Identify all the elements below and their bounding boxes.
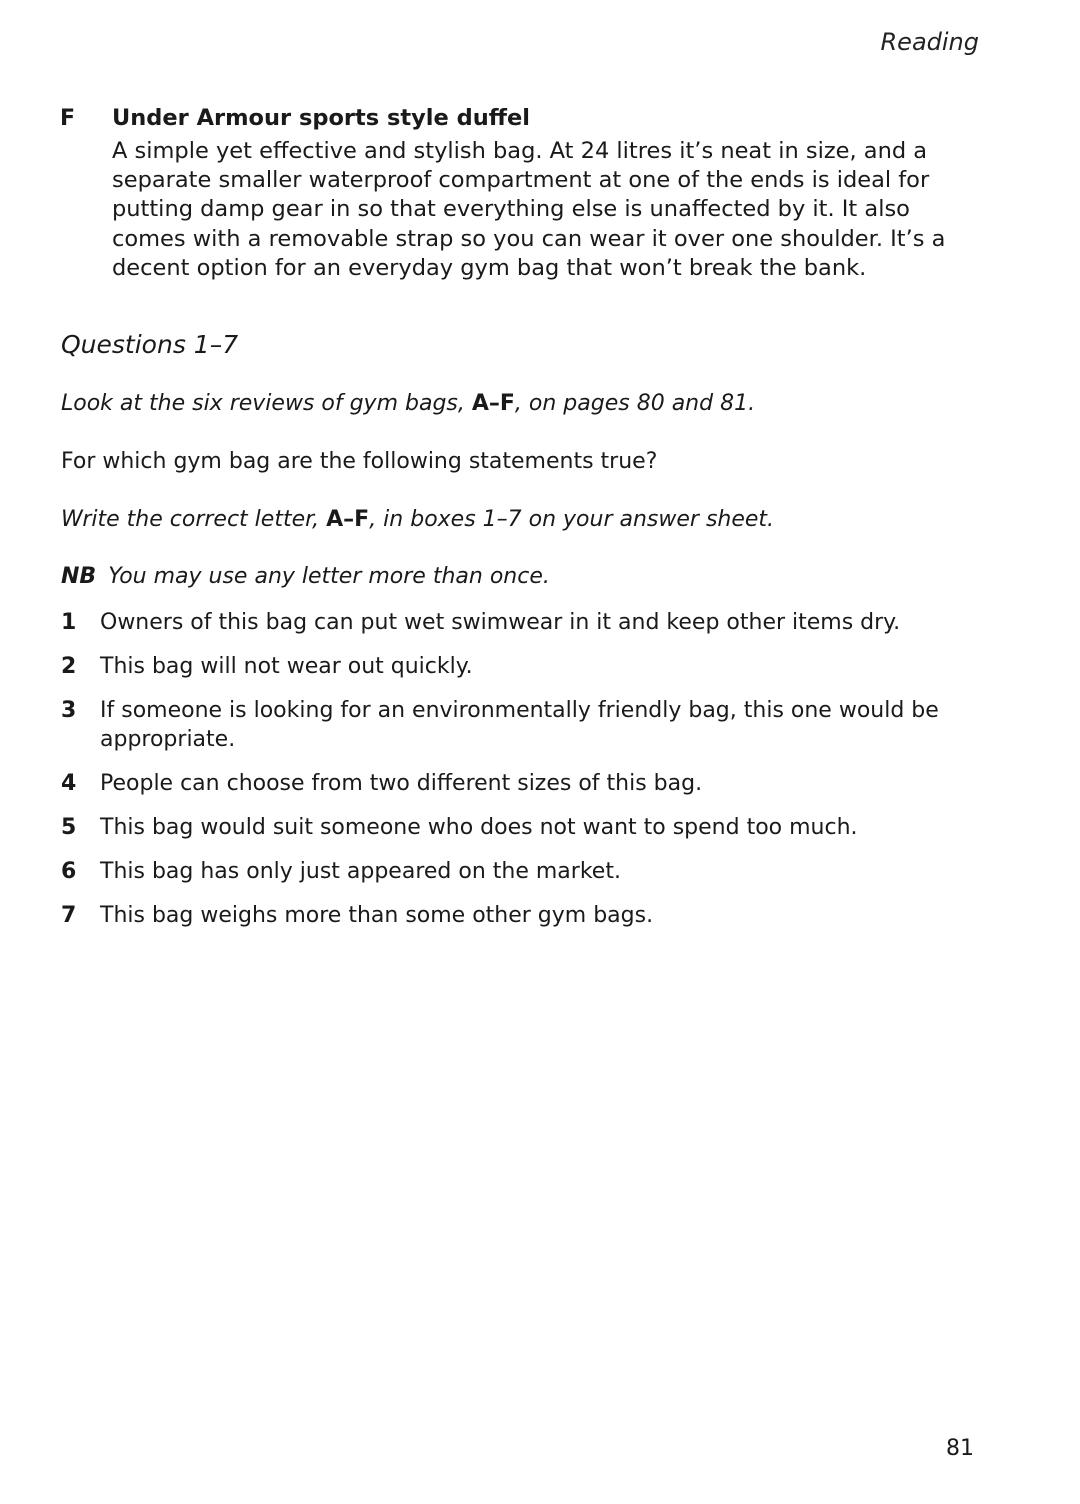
question-number: 6: [61, 859, 77, 884]
question-number: 7: [61, 903, 77, 928]
page-number: 81: [946, 1436, 974, 1461]
question-text: This bag would suit someone who does not want to spend too much.: [100, 815, 858, 840]
question-item: [61, 652, 961, 681]
question-list: [61, 608, 961, 945]
question-item: [61, 813, 961, 842]
question-text: People can choose from two different sizes of this bag.: [100, 771, 703, 796]
question-text: This bag has only just appeared on the market.: [100, 859, 621, 884]
question-number: 1: [61, 610, 77, 635]
question-item: [61, 769, 961, 798]
nb-note: [61, 564, 550, 589]
question-item: [61, 608, 961, 637]
question-item: [61, 696, 961, 754]
question-number: 2: [61, 654, 77, 679]
question-text: This bag will not wear out quickly.: [100, 654, 473, 679]
question-item: [61, 857, 961, 886]
question-item: [61, 901, 961, 930]
question-text: This bag weighs more than some other gym bags.: [100, 903, 654, 928]
review-letter: F: [60, 106, 76, 131]
questions-heading: Questions 1–7: [61, 330, 239, 359]
review-title: Under Armour sports style duffel: [112, 105, 530, 131]
question-text: If someone is looking for an environmentally friendly bag, this one would be appropriate.: [100, 698, 939, 752]
question-number: 3: [61, 698, 77, 723]
section-header: Reading: [880, 28, 979, 56]
nb-label: NB: [61, 564, 97, 589]
question-number: 4: [61, 771, 77, 796]
instruction-write-letter: Write the correct letter, A–F, in boxes 1–7 on your answer sheet.: [61, 507, 775, 532]
instruction-which-bag: For which gym bag are the following statements true?: [61, 449, 658, 474]
instruction-look-at-reviews: Look at the six reviews of gym bags, A–F, on pages 80 and 81.: [61, 391, 756, 416]
question-number: 5: [61, 815, 77, 840]
review-f: [60, 102, 980, 283]
question-text: Owners of this bag can put wet swimwear in it and keep other items dry.: [100, 610, 901, 635]
nb-text: You may use any letter more than once.: [108, 564, 550, 589]
review-body: A simple yet effective and stylish bag. At 24 litres it’s neat in size, and a separate smaller waterproof compartment at one of the ends is ideal for putting damp gear in so that everything else is unaffected by it. It also comes with a removable strap so you can wear it over one shoulder. It’s a decent option for an everyday gym bag that won’t break the bank.: [112, 138, 946, 281]
